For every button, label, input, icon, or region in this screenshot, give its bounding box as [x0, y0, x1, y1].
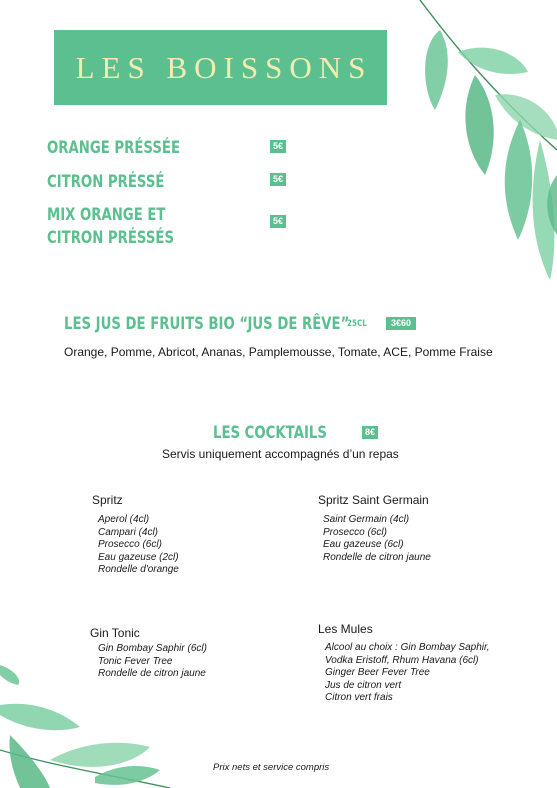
juices-flavors: Orange, Pomme, Abricot, Ananas, Pamplemousse, Tomate, ACE, Pomme Fraise	[64, 345, 493, 359]
cocktails-subtitle: Servis uniquement accompagnés d’un repas	[162, 447, 399, 461]
cocktail-ingredients-gin-tonic	[98, 643, 207, 681]
drink-name-mix: MIX ORANGE ET CITRON PRÉSSÉS	[47, 205, 175, 248]
cocktail-ingredients-les-mules	[325, 642, 490, 705]
list-item: Rondelle d'orange	[98, 564, 179, 576]
list-item: Ginger Beer Fever Tree	[325, 667, 430, 679]
cocktail-ingredients-spritz-saint-germain	[323, 514, 431, 564]
footer-note: Prix nets et service compris	[213, 762, 330, 773]
title-banner	[54, 30, 387, 105]
cocktail-ingredients-spritz	[98, 514, 179, 577]
list-item: Eau gazeuse (2cl)	[98, 551, 179, 563]
list-item: Jus de citron vert	[325, 679, 402, 691]
list-item: Aperol (4cl)	[98, 514, 150, 525]
list-item: Rondelle de citron jaune	[98, 668, 206, 680]
list-item: Alcool au choix : Gin Bombay Saphir,	[325, 642, 490, 653]
cocktails-price-badge: 8€	[362, 426, 378, 439]
list-item: Saint Germain (4cl)	[323, 514, 410, 525]
list-item: Citron vert frais	[325, 692, 393, 704]
cocktails-title: LES COCKTAILS	[213, 423, 327, 443]
drink-name-citron: CITRON PRÉSSÉ	[47, 172, 165, 192]
cocktail-name-spritz-saint-germain: Spritz Saint Germain	[318, 493, 429, 507]
list-item: Tonic Fever Tree	[98, 655, 173, 667]
juices-volume: 25CL	[347, 319, 367, 329]
price-badge-mix: 5€	[270, 215, 286, 228]
list-item: Vodka Eristoff, Rhum Havana (6cl)	[325, 654, 479, 666]
cocktail-name-spritz: Spritz	[92, 493, 123, 507]
list-item: Eau gazeuse (6cl)	[323, 539, 404, 551]
list-item: Rondelle de citron jaune	[323, 551, 431, 563]
cocktail-name-gin-tonic: Gin Tonic	[90, 626, 140, 640]
list-item: Prosecco (6cl)	[98, 539, 162, 551]
juices-price-badge: 3€60	[386, 317, 416, 330]
juices-title: LES JUS DE FRUITS BIO “JUS DE RÊVE”	[64, 314, 350, 334]
price-badge-orange: 5€	[270, 140, 286, 153]
list-item: Prosecco (6cl)	[323, 526, 387, 538]
list-item: Gin Bombay Saphir (6cl)	[98, 643, 207, 654]
price-badge-citron: 5€	[270, 173, 286, 186]
list-item: Campari (4cl)	[98, 526, 159, 538]
page-title: LES BOISSONS	[75, 49, 373, 85]
drink-name-orange: ORANGE PRÉSSÉE	[47, 138, 181, 158]
leaf-branch-top-right-icon	[400, 0, 557, 290]
cocktail-name-les-mules: Les Mules	[318, 622, 373, 636]
